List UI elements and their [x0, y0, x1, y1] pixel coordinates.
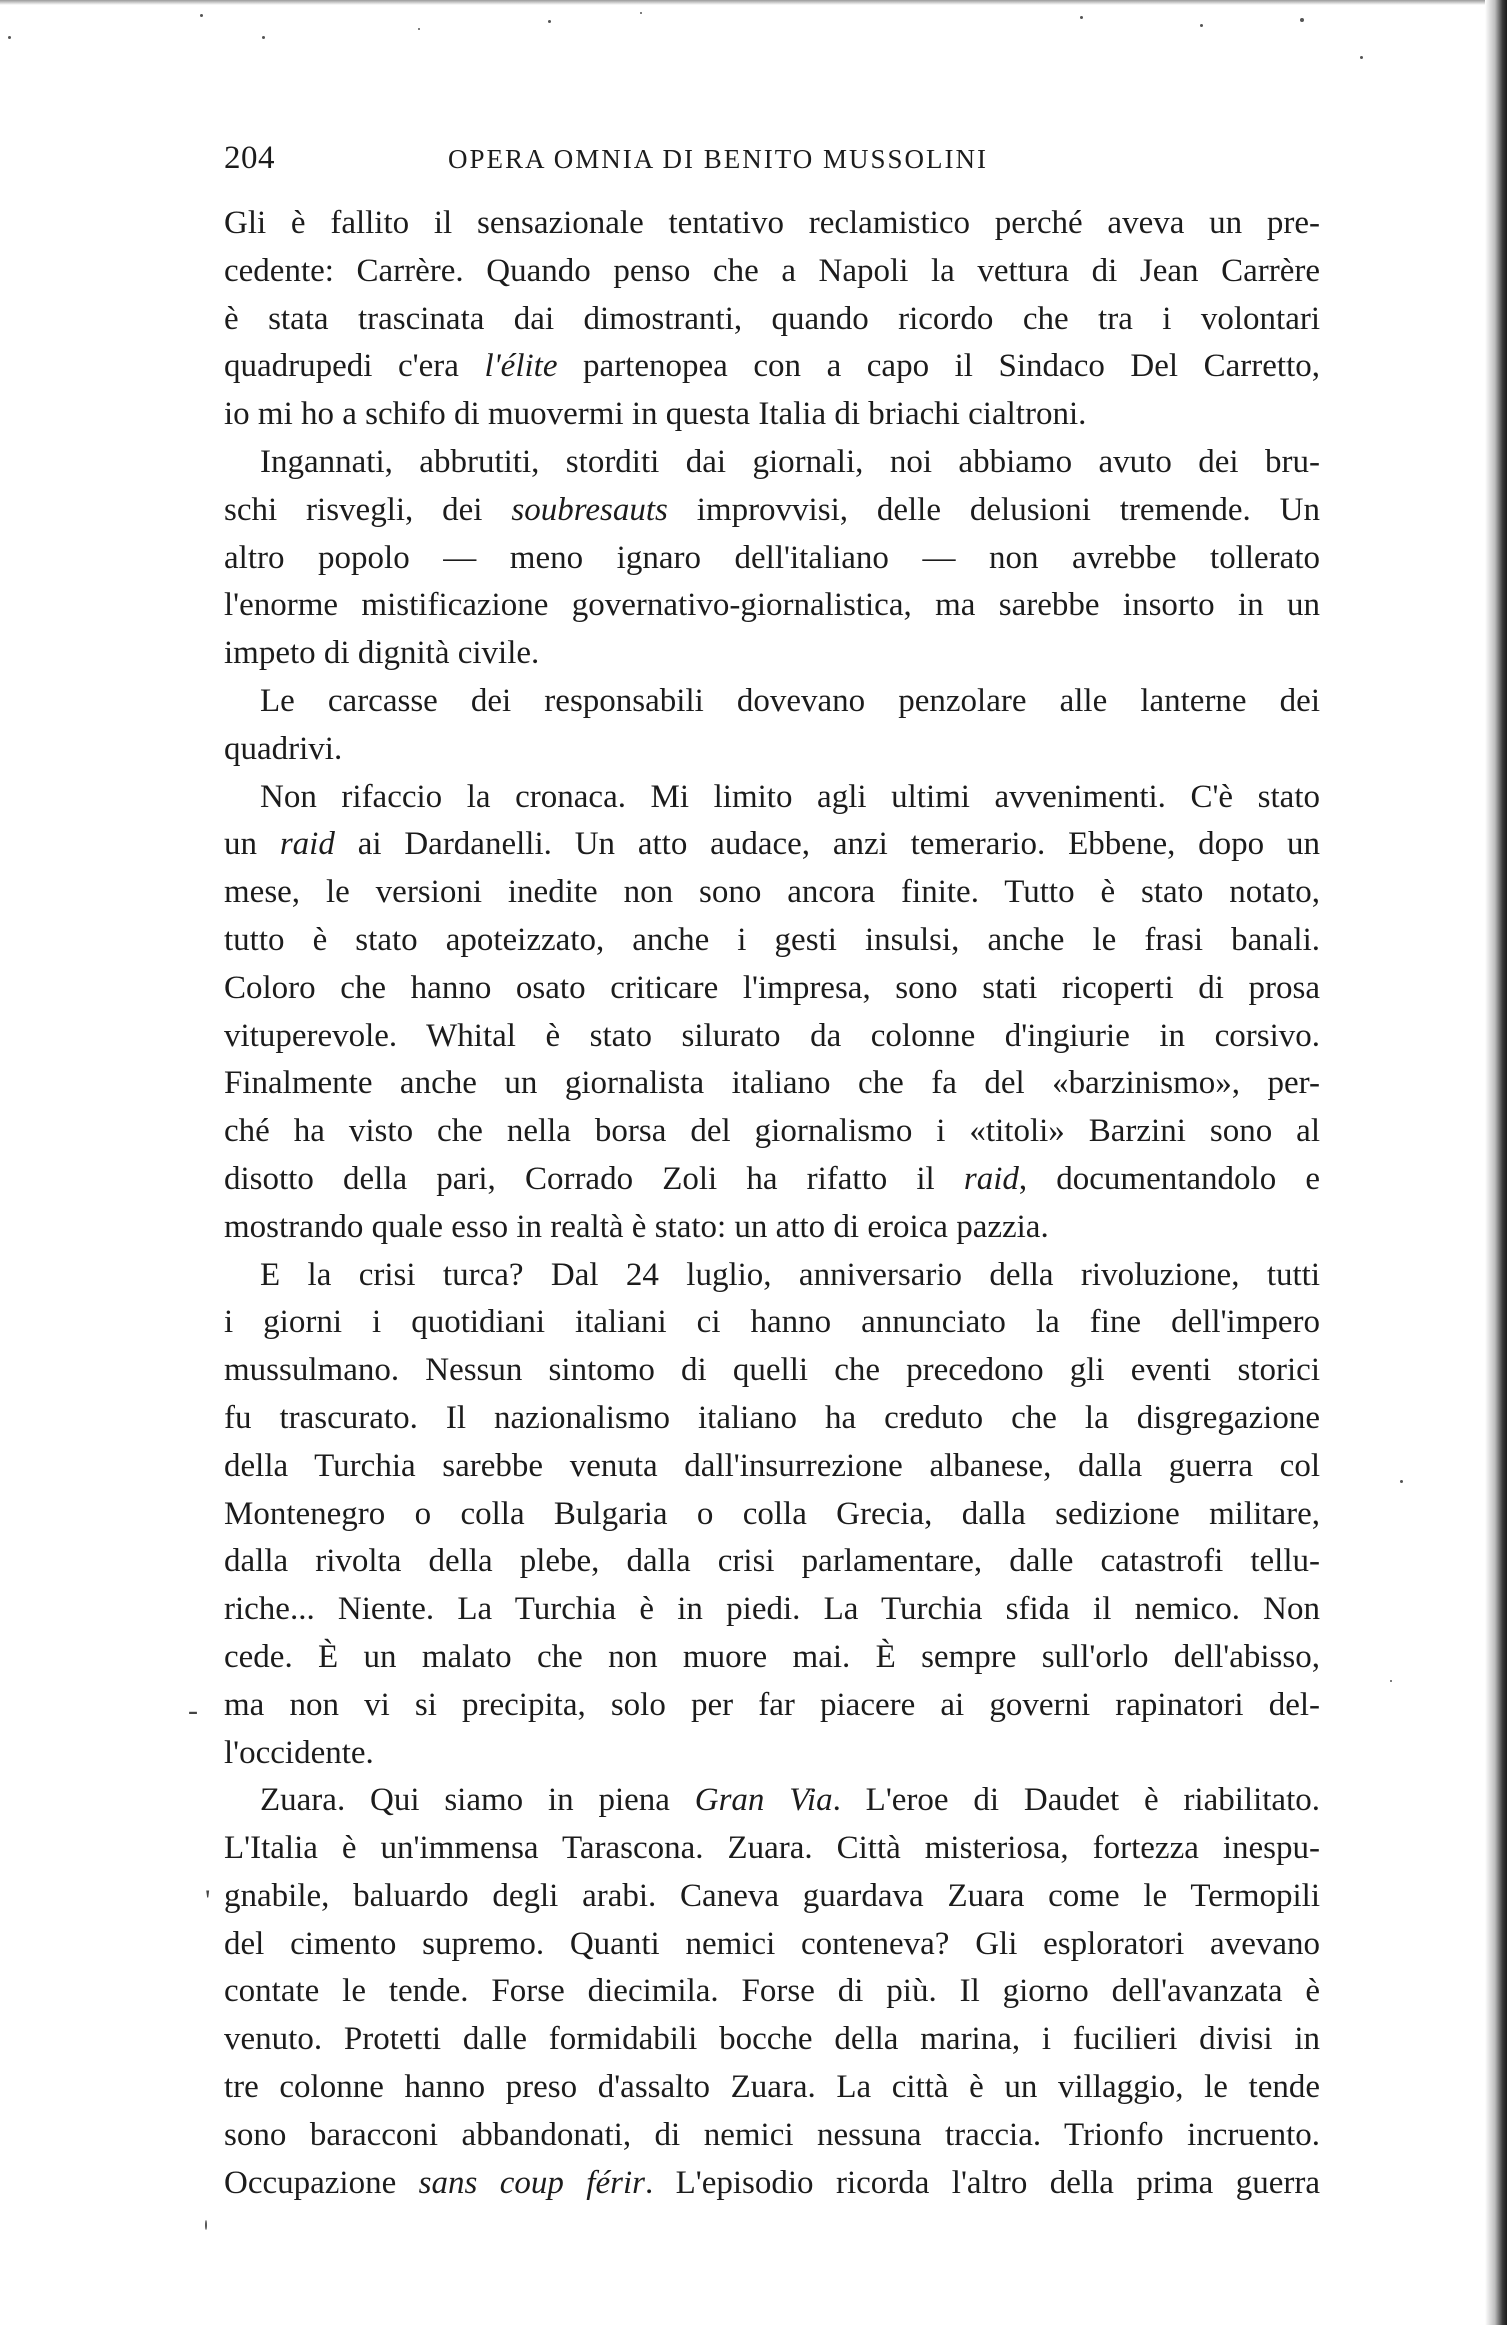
text-line — [224, 1586, 1320, 1634]
text-run: Montenegro o colla Bulgaria o colla Grecia, dalla sedizione militare, — [224, 1495, 1320, 1532]
text-run: ché ha visto che nella borsa del giornalismo i «titoli» Barzini sono al — [224, 1113, 1320, 1150]
text-line — [224, 1347, 1320, 1395]
text-run: L'Italia è un'immensa Tarascona. Zuara. Città misteriosa, fortezza inespu- — [224, 1830, 1320, 1867]
body-text — [224, 200, 1320, 2207]
text-line — [224, 1777, 1320, 1825]
text-line — [224, 1538, 1320, 1586]
text-line — [224, 1299, 1320, 1347]
text-run: gnabile, baluardo degli arabi. Caneva guardava Zuara come le Termopili — [224, 1877, 1320, 1914]
text-line — [224, 1108, 1320, 1156]
text-line — [224, 391, 1320, 439]
text-line — [224, 200, 1320, 248]
text-run: Coloro che hanno osato criticare l'impresa, sono stati ricoperti di prosa — [224, 969, 1320, 1006]
text-line — [224, 1443, 1320, 1491]
text-line — [224, 2160, 1320, 2208]
scan-speck — [262, 36, 265, 39]
text-run: dalla rivolta della plebe, dalla crisi parlamentare, dalle catastrofi tellu- — [224, 1543, 1320, 1580]
text-run: Occupazione — [224, 2164, 419, 2201]
text-line — [224, 1156, 1320, 1204]
text-run: della Turchia sarebbe venuta dall'insurrezione albanese, dalla guerra col — [224, 1447, 1320, 1484]
text-run: . L'episodio ricorda l'altro della prima guerra — [644, 2164, 1320, 2201]
text-line — [224, 1921, 1320, 1969]
text-line — [224, 248, 1320, 296]
scan-speck — [1360, 56, 1363, 59]
text-line — [224, 1682, 1320, 1730]
text-run: . L'eroe di Daudet è riabilitato. — [832, 1782, 1320, 1819]
text-run: impeto di dignità civile. — [224, 635, 540, 672]
text-line — [224, 1968, 1320, 2016]
margin-tick: ' — [205, 1884, 211, 1917]
text-run: Gli è fallito il sensazionale tentativo reclamistico perché aveva un pre- — [224, 205, 1320, 241]
text-line — [224, 1204, 1320, 1252]
text-run: i giorni i quotidiani italiani ci hanno annunciato la fine dell'impero — [224, 1304, 1320, 1341]
text-line — [224, 1634, 1320, 1682]
text-line — [224, 296, 1320, 344]
text-line — [224, 630, 1320, 678]
text-line — [224, 2064, 1320, 2112]
page-number: 204 — [224, 140, 275, 176]
text-run: io mi ho a schifo di muovermi in questa Italia di briachi cialtroni. — [224, 396, 1087, 433]
text-line — [224, 1491, 1320, 1539]
text-run: mostrando quale esso in realtà è stato: un atto di eroica pazzia. — [224, 1208, 1049, 1245]
text-run: Non rifaccio la cronaca. Mi limito agli ultimi avvenimenti. C'è stato — [260, 778, 1320, 815]
italic-text: raid — [963, 1160, 1019, 1197]
scan-speck — [1400, 1480, 1403, 1483]
scan-speck — [418, 28, 420, 30]
text-line — [224, 726, 1320, 774]
text-line — [224, 821, 1320, 869]
scan-speck — [8, 36, 11, 39]
page-header — [224, 140, 1320, 180]
text-run: l'occidente. — [224, 1734, 374, 1771]
scan-speck — [1200, 24, 1203, 27]
text-run: Zuara. Qui siamo in piena — [260, 1782, 695, 1819]
text-line — [224, 917, 1320, 965]
text-run: un — [224, 826, 280, 863]
scan-speck — [1390, 1680, 1392, 1682]
text-run: l'enorme mistificazione governativo-giornalistica, ma sarebbe insorto in un — [224, 587, 1320, 624]
italic-text: l'élite — [484, 348, 558, 385]
text-line — [224, 965, 1320, 1013]
text-line — [224, 774, 1320, 822]
text-run: Ingannati, abbrutiti, storditi dai giornali, noi abbiamo avuto dei bru- — [260, 443, 1320, 480]
scan-speck — [1080, 16, 1083, 19]
text-run: cede. È un malato che non muore mai. È sempre sull'orlo dell'abisso, — [224, 1638, 1320, 1675]
scan-top-edge — [0, 0, 1507, 5]
text-run: E la crisi turca? Dal 24 luglio, anniversario della rivoluzione, tutti — [260, 1256, 1320, 1293]
text-line — [224, 1013, 1320, 1061]
text-run: cedente: Carrère. Quando penso che a Napoli la vettura di Jean Carrère — [224, 252, 1320, 289]
text-run: mussulmano. Nessun sintomo di quelli che precedono gli eventi storici — [224, 1352, 1320, 1389]
text-line — [224, 487, 1320, 535]
text-line — [224, 343, 1320, 391]
text-run: altro popolo — meno ignaro dell'italiano — non avrebbe tollerato — [224, 539, 1320, 576]
scan-binding-edge — [1485, 0, 1507, 2325]
text-run: quadrivi. — [224, 730, 343, 767]
text-run: mese, le versioni inedite non sono ancora finite. Tutto è stato notato, — [224, 874, 1320, 911]
text-line — [224, 678, 1320, 726]
margin-dash: - — [188, 1694, 198, 1727]
text-run: schi risvegli, dei — [224, 491, 512, 528]
scan-speck — [200, 14, 203, 17]
text-line — [224, 1873, 1320, 1921]
text-run: vituperevole. Whital è stato silurato da colonne d'ingiurie in corsivo. — [224, 1017, 1320, 1054]
text-line — [224, 2112, 1320, 2160]
text-run: tutto è stato apoteizzato, anche i gesti insulsi, anche le frasi banali. — [224, 921, 1320, 958]
text-line — [224, 1825, 1320, 1873]
text-line — [224, 1252, 1320, 1300]
text-line — [224, 582, 1320, 630]
scan-speck — [1300, 18, 1304, 22]
text-run: è stata trascinata dai dimostranti, quando ricordo che tra i volontari — [224, 300, 1320, 337]
text-line — [224, 535, 1320, 583]
italic-text: soubresauts — [511, 491, 668, 528]
text-line — [224, 439, 1320, 487]
text-line — [224, 869, 1320, 917]
text-run: riche... Niente. La Turchia è in piedi. La Turchia sfida il nemico. Non — [224, 1591, 1320, 1628]
text-run: , documentandolo e — [1018, 1160, 1321, 1197]
italic-text: sans coup férir — [418, 2164, 645, 2201]
text-run: fu trascurato. Il nazionalismo italiano ha creduto che la disgregazione — [224, 1399, 1320, 1436]
italic-text: raid — [279, 826, 335, 863]
scan-speck — [205, 2220, 207, 2230]
text-run: del cimento supremo. Quanti nemici conteneva? Gli esploratori avevano — [224, 1925, 1320, 1962]
text-run: improvvisi, delle delusioni tremende. Un — [667, 491, 1320, 528]
text-line — [224, 1060, 1320, 1108]
running-head: OPERA OMNIA DI BENITO MUSSOLINI — [448, 144, 989, 174]
text-run: Le carcasse dei responsabili dovevano penzolare alle lanterne dei — [260, 682, 1320, 719]
scan-speck — [548, 20, 551, 23]
text-run: ai Dardanelli. Un atto audace, anzi temerario. Ebbene, dopo un — [334, 826, 1321, 863]
text-run: quadrupedi c'era — [224, 348, 485, 385]
text-run: venuto. Protetti dalle formidabili bocche della marina, i fucilieri divisi in — [224, 2021, 1320, 2058]
text-run: sono baracconi abbandonati, di nemici nessuna traccia. Trionfo incruento. — [224, 2116, 1320, 2153]
text-run: contate le tende. Forse diecimila. Forse di più. Il giorno dell'avanzata è — [224, 1973, 1320, 2010]
text-line — [224, 1730, 1320, 1778]
text-run: Finalmente anche un giornalista italiano che fa del «barzinismo», per- — [224, 1065, 1320, 1102]
text-run: tre colonne hanno preso d'assalto Zuara. La città è un villaggio, le tende — [224, 2069, 1320, 2106]
italic-text: Gran Via — [694, 1782, 833, 1819]
text-line — [224, 2016, 1320, 2064]
text-run: partenopea con a capo il Sindaco Del Carretto, — [557, 348, 1320, 385]
scan-speck — [640, 12, 642, 14]
text-run: disotto della pari, Corrado Zoli ha rifatto il — [224, 1160, 964, 1197]
text-run: ma non vi si precipita, solo per far piacere ai governi rapinatori del- — [224, 1686, 1320, 1723]
text-line — [224, 1395, 1320, 1443]
